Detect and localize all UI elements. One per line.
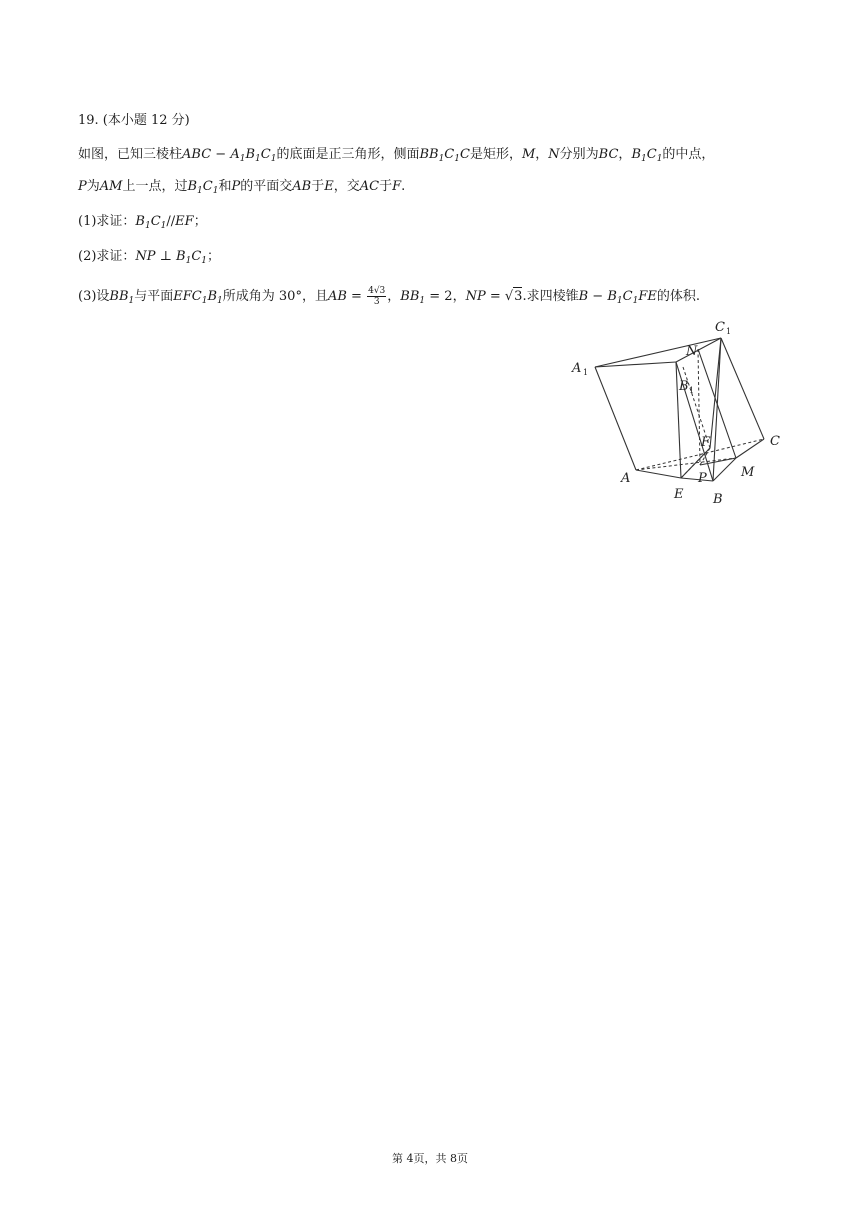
question-stem-line-2: P为AM上一点，过$B_1C_1$和P的平面交AB于E，交AC于F. xyxy=(78,179,406,196)
hidden-edge-N-P xyxy=(698,349,700,465)
fraction-4sqrt3-over-3: $\frac{4√3}{3}$ xyxy=(368,286,386,307)
question-part-3: (3)设$BB_1$与平面$EFC_1B_1$所成角为 30°，且AB = $\frac{4√3}{3}$ ，$BB_1 = 2$，NP = √3.求四棱锥$B - B_1C_1FE$的体积. xyxy=(78,286,700,307)
label-F: F xyxy=(701,435,711,450)
label-C1-sub: 1 xyxy=(726,327,732,336)
label-A1: A xyxy=(572,361,582,376)
label-B1: B xyxy=(679,379,689,394)
edge-A-E xyxy=(636,470,681,478)
prism-figure xyxy=(568,315,793,515)
question-stem-line-1: 如图，已知三棱柱ABC − $A_1B_1C_1$的底面是正三角形，侧面$BB_1C_1C$是矩形，M，N分别为BC，$B_1C_1$的中点， xyxy=(78,147,715,164)
edge-C1-C xyxy=(721,338,764,439)
label-A1-sub: 1 xyxy=(583,368,589,377)
label-N: N xyxy=(686,344,698,359)
hidden-edge-A-M xyxy=(636,458,736,470)
label-M: M xyxy=(741,465,755,480)
prism-diagram xyxy=(568,315,793,515)
label-B1-sub: 1 xyxy=(689,386,695,395)
page-footer: 第 4页，共 8页 xyxy=(392,1152,468,1165)
question-part-1: (1)求证：$B_1C_1//EF$； xyxy=(78,214,207,231)
question-part-2: (2)求证：NP ⊥ $B_1C_1$； xyxy=(78,249,221,266)
label-P: P xyxy=(698,471,707,486)
label-C: C xyxy=(770,434,780,449)
label-A: A xyxy=(621,471,631,486)
edge-A1-A xyxy=(595,367,636,470)
edge-M-C xyxy=(736,439,764,458)
label-C1: C xyxy=(715,320,725,335)
label-E: E xyxy=(674,487,684,502)
label-B: B xyxy=(713,492,723,507)
question-header: 19. (本小题 12 分) xyxy=(78,113,190,128)
edge-E-B xyxy=(681,478,713,481)
